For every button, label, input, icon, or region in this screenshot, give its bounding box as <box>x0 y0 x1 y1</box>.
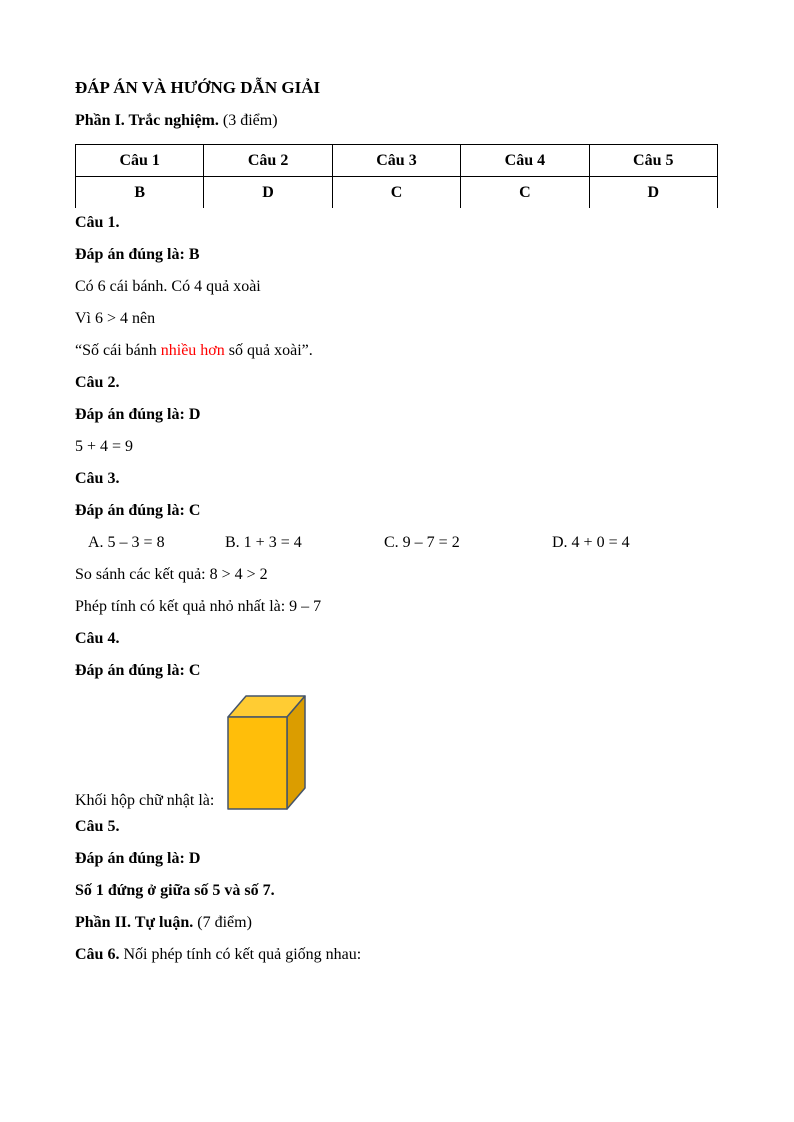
q5-answer: Đáp án đúng là: D <box>75 850 201 867</box>
table-header-cell: Câu 2 <box>204 145 332 177</box>
answer-key-table <box>75 144 718 208</box>
part1-points: (3 điểm) <box>218 112 278 129</box>
table-header-cell: Câu 5 <box>589 145 717 177</box>
q3-option-d: D. 4 + 0 = 4 <box>552 534 630 551</box>
table-answer-cell: D <box>589 177 717 209</box>
q4-heading: Câu 4. <box>75 630 120 647</box>
part2-points: (7 điểm) <box>193 914 252 931</box>
q1-line3-pre: “Số cái bánh <box>75 342 161 359</box>
table-answer-cell: B <box>76 177 204 209</box>
q1-heading: Câu 1. <box>75 214 120 231</box>
part1-label: Phần I. Trắc nghiệm. <box>75 112 219 129</box>
table-header-cell: Câu 1 <box>76 145 204 177</box>
q3-answer: Đáp án đúng là: C <box>75 502 201 519</box>
q3-options-row <box>75 534 718 552</box>
q1-line3-highlight: nhiều hơn <box>160 342 225 359</box>
part2-label: Phần II. Tự luận. <box>75 914 194 931</box>
table-answer-row <box>76 177 718 209</box>
q4-answer: Đáp án đúng là: C <box>75 662 201 679</box>
q3-heading: Câu 3. <box>75 470 120 487</box>
q6-text: Nối phép tính có kết quả giống nhau: <box>119 946 362 963</box>
q1-answer: Đáp án đúng là: B <box>75 246 200 263</box>
box-side-face <box>287 696 305 809</box>
table-header-row <box>76 145 718 177</box>
part2-heading <box>75 914 718 932</box>
table-header-cell: Câu 3 <box>332 145 460 177</box>
q3-line1: So sánh các kết quả: 8 > 4 > 2 <box>75 566 268 583</box>
table-answer-cell: C <box>332 177 460 209</box>
q5-line1: Số 1 đứng ở giữa số 5 và số 7. <box>75 882 275 899</box>
rectangular-box-illustration <box>226 694 308 812</box>
table-answer-cell: C <box>461 177 589 209</box>
q3-option-b: B. 1 + 3 = 4 <box>225 534 302 551</box>
q5-heading: Câu 5. <box>75 818 120 835</box>
box-front-face <box>228 717 287 809</box>
q1-line3 <box>75 342 718 360</box>
q4-caption: Khối hộp chữ nhật là: <box>75 792 215 809</box>
q1-line1: Có 6 cái bánh. Có 4 quả xoài <box>75 278 261 295</box>
q2-line1: 5 + 4 = 9 <box>75 438 134 455</box>
q3-option-c: C. 9 – 7 = 2 <box>384 534 460 551</box>
q1-line2: Vì 6 > 4 nên <box>75 310 156 327</box>
page-title: ĐÁP ÁN VÀ HƯỚNG DẪN GIẢI <box>75 78 321 97</box>
q4-figure-row <box>75 694 718 812</box>
q2-answer: Đáp án đúng là: D <box>75 406 201 423</box>
table-answer-cell: D <box>204 177 332 209</box>
part1-heading <box>75 112 718 130</box>
q6-heading-line <box>75 946 718 964</box>
q2-heading: Câu 2. <box>75 374 120 391</box>
table-header-cell: Câu 4 <box>461 145 589 177</box>
q3-line2: Phép tính có kết quả nhỏ nhất là: 9 – 7 <box>75 598 322 615</box>
q1-line3-post: số quả xoài”. <box>224 342 313 359</box>
q3-option-a: A. 5 – 3 = 8 <box>88 534 165 551</box>
q6-heading: Câu 6. <box>75 946 120 963</box>
